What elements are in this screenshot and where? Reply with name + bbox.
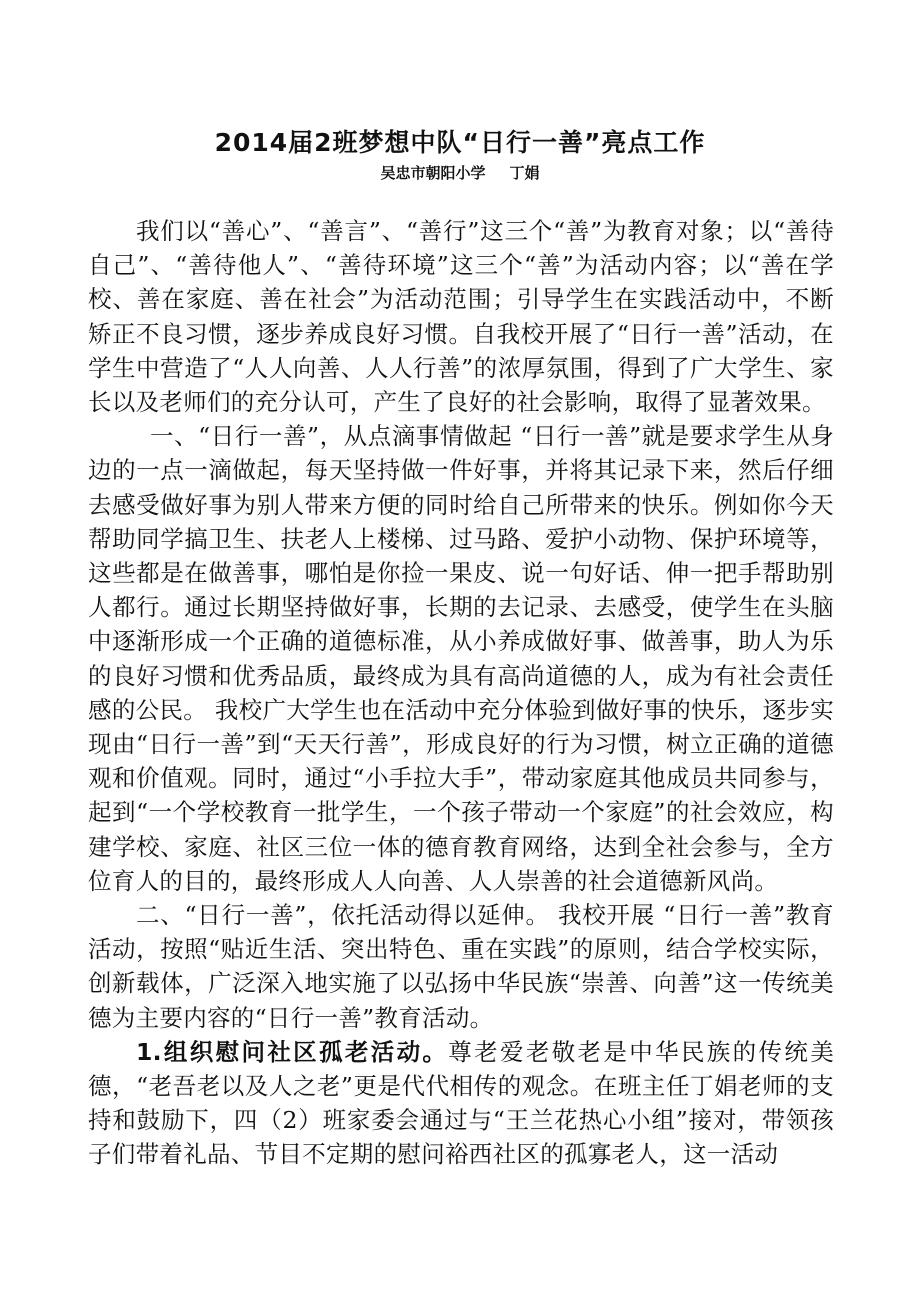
document-byline: [90, 162, 830, 184]
section-one-paragraph: 一、“日行一善”，从点滴事情做起 “日行一善”就是要求学生从身边的一点一滴做起，每天坚持做一件好事，并将其记录下来，然后仔细去感受做好事为别人带来方便的同时给自己所带来的快乐。例如你今天帮助同学搞卫生、扶老人上楼梯、过马路、爱护小动物、保护环境等，这些都是在做善事，哪怕是你捡一果皮、说一句好话、伸一把手帮助别人都行。通过长期坚持做好事，长期的去记录、去感受，使学生在头脑中逐渐形成一个正确的道德标准，从小养成做好事、做善事，助人为乐的良好习惯和优秀品质，最终成为具有高尚道德的人，成为有社会责任感的公民。 我校广大学生也在活动中充分体验到做好事的快乐，逐步实现由“日行一善”到“天天行善”，形成良好的行为习惯，树立正确的道德观和价值观。同时，通过“小手拉大手”，带动家庭其他成员共同参与，起到“一个学校教育一批学生，一个孩子带动一个家庭”的社会效应，构建学校、家庭、社区三位一体的德育教育网络，达到全社会参与，全方位育人的目的，最终形成人人向善、人人崇善的社会道德新风尚。: [88, 422, 834, 895]
section-two-paragraph: 二、“日行一善”，依托活动得以延伸。 我校开展 “日行一善”教育活动，按照“贴近生活、突出特色、重在实践”的原则，结合学校实际，创新载体，广泛深入地实施了以弘扬中华民族“崇善、向善”这一传统美德为主要内容的“日行一善”教育活动。: [88, 901, 834, 1032]
activity-one-text: 尊老爱老敬老是中华民族的传统美德，“老吾老以及人之老”更是代代相传的观念。在班主任丁娟老师的支持和鼓励下，四（2）班家委会通过与“王兰花热心小组”接对，带领孩子们带着礼品、节目不定期的慰问裕西社区的孤寡老人，这一活动: [88, 1037, 835, 1169]
document-title: 2014届2班梦想中队“日行一善”亮点工作: [214, 128, 706, 157]
school-name: 吴忠市朝阳小学: [380, 164, 486, 182]
author-name: 丁娟: [509, 164, 540, 182]
document-body: [88, 214, 834, 1172]
intro-paragraph: 我们以“善心”、“善言”、“善行”这三个“善”为教育对象；以“善待自己”、“善待他人”、“善待环境”这三个“善”为活动内容；以“善在学校、善在家庭、善在社会”为活动范围；引导学生在实践活动中，不断矫正不良习惯，逐步养成良好习惯。自我校开展了“日行一善”活动，在学生中营造了“人人向善、人人行善”的浓厚氛围，得到了广大学生、家长以及老师们的充分认可，产生了良好的社会影响，取得了显著效果。: [88, 217, 834, 417]
activity-one-heading: 1.组织慰问社区孤老活动。: [136, 1037, 449, 1066]
activity-one-paragraph: [88, 1035, 834, 1172]
